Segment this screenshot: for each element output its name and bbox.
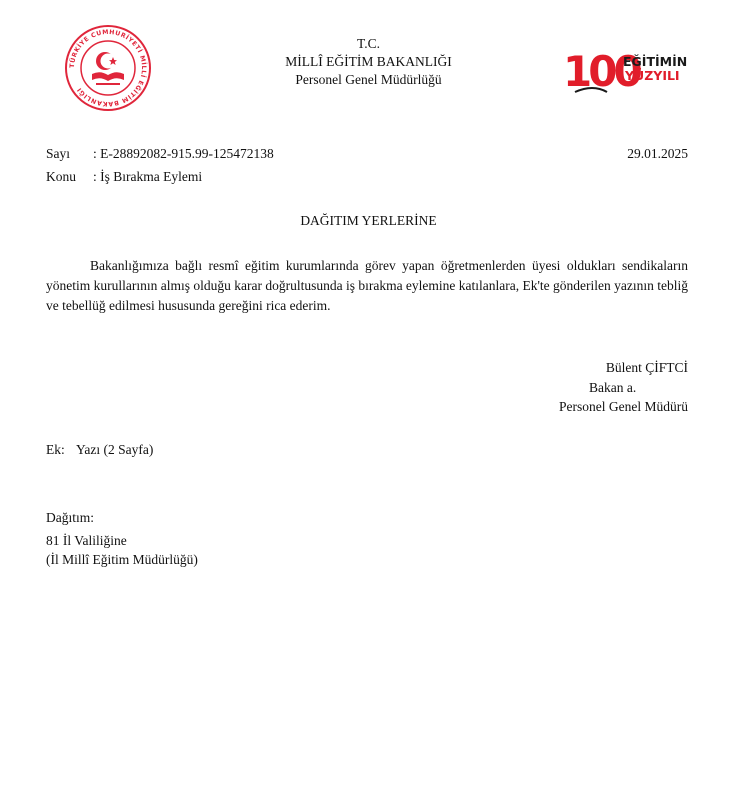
centennial-word-yuzyili: YÜZYILI (625, 68, 680, 83)
header-ministry-name: MİLLÎ EĞİTİM BAKANLIĞI (285, 54, 452, 69)
centennial-logo-icon (563, 46, 693, 98)
addressee-heading: DAĞITIM YERLERİNE (300, 213, 437, 228)
attachment-label: Ek: (46, 442, 65, 457)
konu-value: : İş Bırakma Eylemi (93, 169, 203, 184)
centennial-word-egitimin: EĞİTİMİN (623, 54, 688, 69)
distribution-label: Dağıtım: (46, 510, 94, 525)
egitimin-yuzyili-logo (563, 46, 693, 98)
distribution-line-2: (İl Millî Eğitim Müdürlüğü) (46, 552, 198, 567)
body-paragraph: Bakanlığımıza bağlı resmî eğitim kurumlarında görev yapan öğretmenlerden üyesi oldukları sendikaların yönetim kurullarının almış olduğu karar doğrultusunda iş bırakma eylemine katılanlara, Ek'te gönderilen yazının tebliğ ve tebellüğ edilmesi hususunda gereğini rica ederim. (46, 258, 689, 313)
header-line-tc: T.C. (357, 36, 380, 51)
attachment-value: Yazı (2 Sayfa) (76, 442, 154, 457)
centennial-number: 100 (563, 47, 639, 96)
sayi-value: : E-28892082-915.99-125472138 (93, 146, 274, 161)
konu-label: Konu (46, 169, 76, 184)
signatory-authority: Bakan a. (589, 380, 637, 395)
document-date: 29.01.2025 (627, 146, 688, 161)
signatory-title: Personel Genel Müdürü (559, 399, 688, 414)
seal-ring-text: TÜRKİYE CUMHURİYETİ MİLLİ EĞİTİM BAKANLIĞI (68, 28, 148, 108)
distribution-line-1: 81 İl Valiliğine (46, 533, 127, 548)
signatory-name: Bülent ÇİFTCİ (605, 360, 688, 375)
header-department: Personel Genel Müdürlüğü (295, 72, 442, 87)
sayi-label: Sayı (46, 146, 71, 161)
